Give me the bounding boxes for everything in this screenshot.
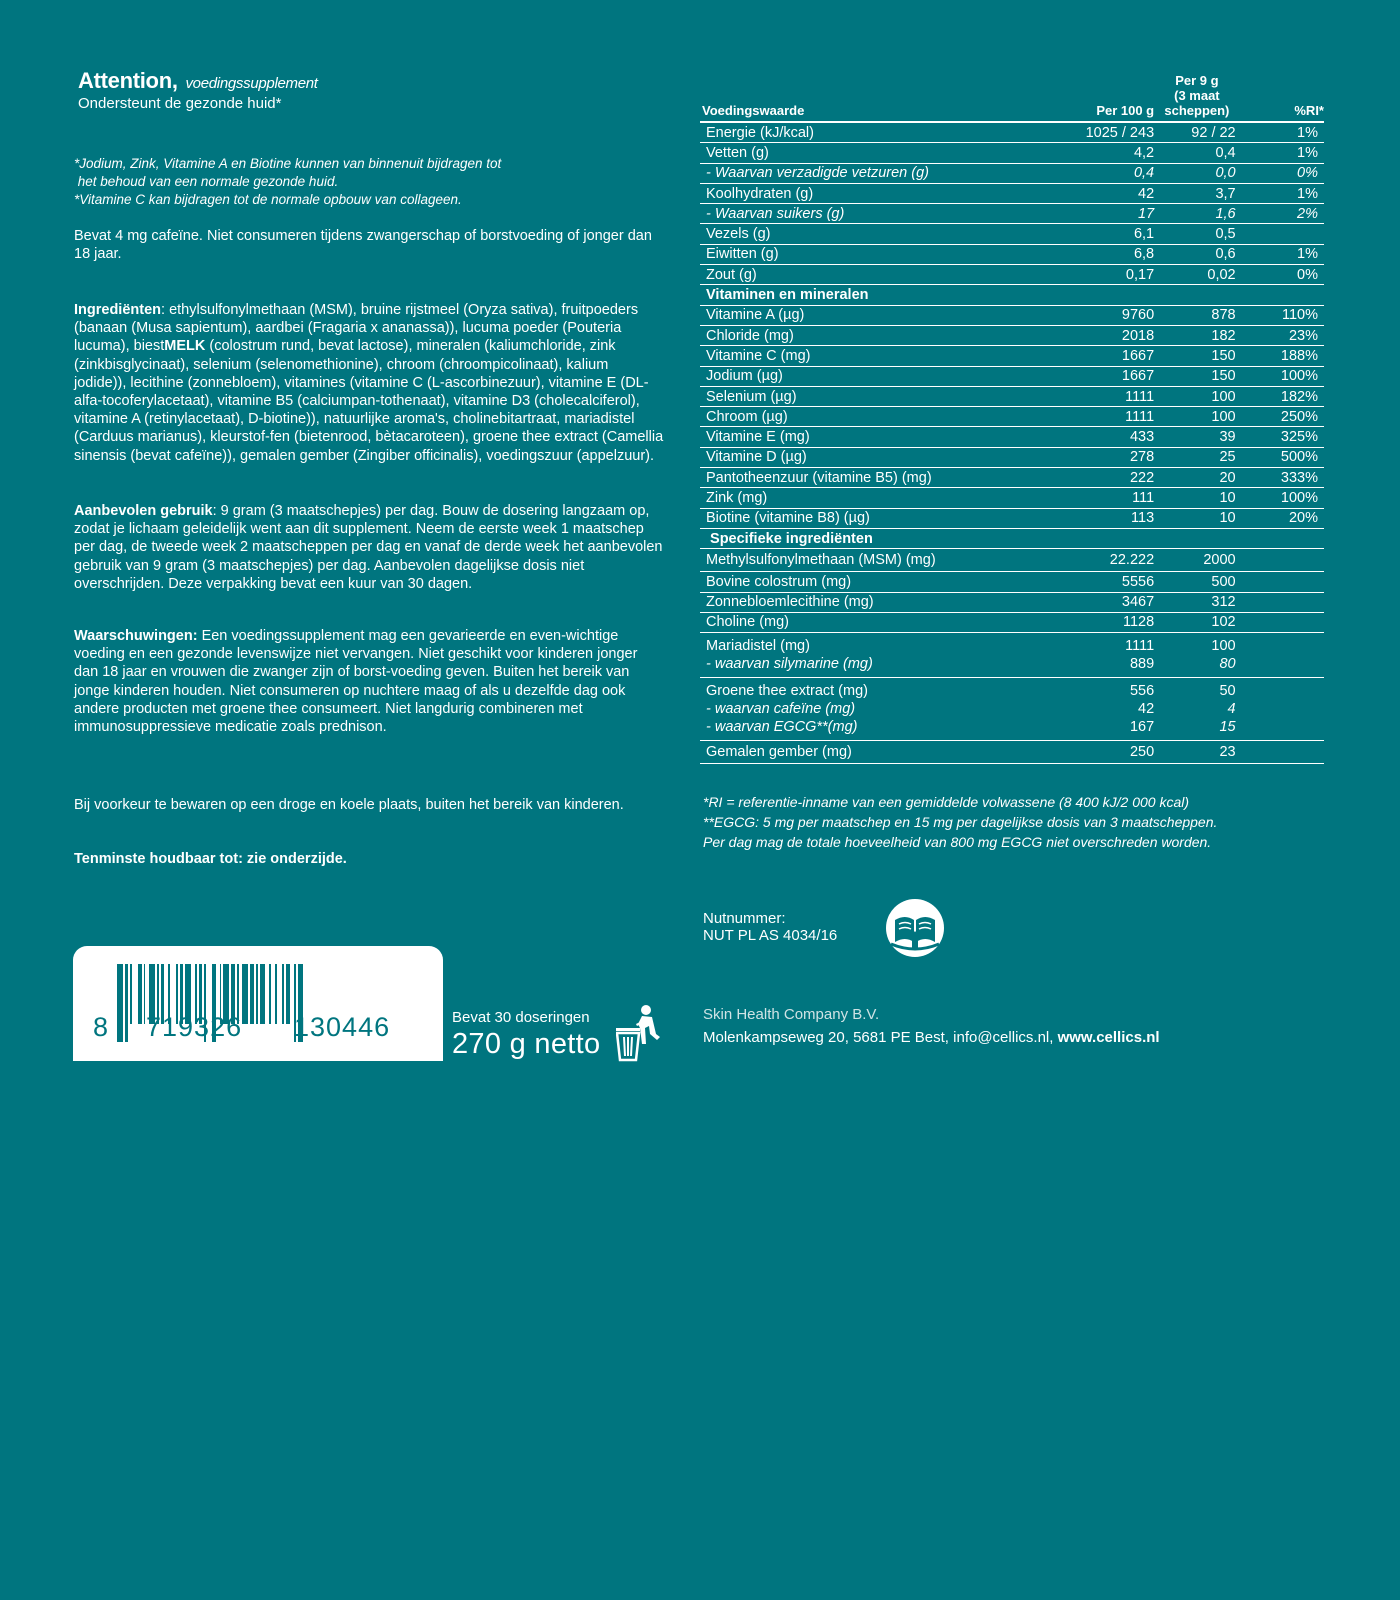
value-per-9g [1156, 285, 1237, 305]
mariadistel-per9 [1156, 633, 1237, 678]
greentea-v2: 50 [1219, 683, 1236, 700]
value-ri: 188% [1238, 346, 1324, 366]
caffeine-label: - waarvan cafeïne (mg) [706, 701, 856, 718]
mariadistel-v1: 1111 [1125, 638, 1155, 655]
ginger-per100: 250 [1055, 741, 1156, 764]
brand-name: Attention [78, 68, 172, 93]
table-header [700, 66, 1324, 122]
value-per-100g: 1111 [1055, 407, 1156, 427]
greentea-per100 [1055, 678, 1156, 741]
value-per-100g: 433 [1055, 427, 1156, 447]
caffeine-v2: 4 [1227, 701, 1236, 718]
table-row-greentea [700, 678, 1324, 741]
table-row [700, 122, 1324, 143]
nutrient-name: Koolhydraten (g) [700, 183, 1055, 203]
barcode-bar [138, 964, 142, 1024]
value-ri: 23% [1238, 325, 1324, 345]
table-row [700, 427, 1324, 447]
value-ri [1238, 592, 1324, 612]
claim-line-1: *Jodium, Zink, Vitamine A en Biotine kunnen van binnenuit bijdragen tot [74, 156, 502, 171]
caffeine-v1: 42 [1138, 701, 1155, 718]
nutrient-name: Zonnebloemlecithine (mg) [700, 592, 1055, 612]
warnings-text: Een voedingssupplement mag een gevarieerde en even-wichtige voeding en een gezonde levenswijze niet vervangen. Niet geschikt voor kinderen jonger dan 18 jaar en vrouwen die zwanger zijn of borst-voeding geven. Buiten het bereik van jonge kinderen houden. Niet consumeren op nuchtere maag of als u dezelfde dag ook andere producten met groene thee consumeert. Niet langdurig combineren met immunosuppressieve medicatie zoals prednison. [74, 628, 638, 736]
nutrient-name: Jodium (µg) [700, 366, 1055, 386]
table-row [700, 612, 1324, 632]
table-section-header [700, 285, 1324, 305]
best-before: Tenminste houdbaar tot: zie onderzijde. [74, 851, 347, 867]
warnings [74, 627, 664, 736]
value-per-100g: 42 [1055, 183, 1156, 203]
claim-line-2: het behoud van een normale gezonde huid. [74, 174, 339, 189]
value-per-100g: 6,8 [1055, 244, 1156, 264]
doses-count: Bevat 30 doseringen [452, 1009, 590, 1026]
note-ri: *RI = referentie-inname van een gemiddelde volwassene (8 400 kJ/2 000 kcal) [703, 794, 1190, 810]
table-notes [703, 792, 1217, 852]
nutrient-name: Zout (g) [700, 265, 1055, 285]
table-row [700, 265, 1324, 285]
value-ri: 100% [1238, 488, 1324, 508]
value-ri: 0% [1238, 265, 1324, 285]
value-ri: 333% [1238, 468, 1324, 488]
value-per-100g: 111 [1055, 488, 1156, 508]
value-per-9g: 10 [1156, 488, 1237, 508]
value-per-9g: 10 [1156, 508, 1237, 528]
table-row [700, 163, 1324, 183]
value-per-100g [1055, 528, 1156, 548]
nutrient-name: Energie (kJ/kcal) [700, 122, 1055, 143]
nutrient-name: Vitamine C (mg) [700, 346, 1055, 366]
value-per-9g: 100 [1156, 386, 1237, 406]
value-per-100g: 0,17 [1055, 265, 1156, 285]
value-ri: 0% [1238, 163, 1324, 183]
table-row [700, 447, 1324, 467]
nutrient-name: - Waarvan verzadigde vetzuren (g) [700, 163, 1055, 183]
value-per-100g: 1111 [1055, 386, 1156, 406]
value-per-9g: 0,5 [1156, 224, 1237, 244]
ingredients-text-a: : ethylsulfonylmethaan (MSM), bruine rijstmeel (Oryza sativa), fruitpoeders (banaan (Musa sapientum), aardbei (Fragaria x ananassa)), lucuma poeder (Pouteria lucuma), biest [74, 302, 639, 355]
value-ri: 250% [1238, 407, 1324, 427]
nutrient-name: Choline (mg) [700, 612, 1055, 632]
mariadistel-per100 [1055, 633, 1156, 678]
table-row [700, 204, 1324, 224]
value-per-100g: 1025 / 243 [1055, 122, 1156, 143]
nut-label: Nutnummer: [703, 910, 786, 927]
silymarine-v1: 889 [1129, 656, 1155, 673]
value-per-9g: 2000 [1156, 549, 1237, 572]
brand-title [78, 68, 318, 94]
nutrient-name: Pantotheenzuur (vitamine B5) (mg) [700, 468, 1055, 488]
value-ri [1238, 549, 1324, 572]
value-ri: 1% [1238, 143, 1324, 163]
nutrient-name: Vetten (g) [700, 143, 1055, 163]
value-per-9g: 150 [1156, 346, 1237, 366]
value-ri: 1% [1238, 183, 1324, 203]
header-per-9g-line3: scheppen) [1164, 103, 1230, 118]
barcode-bar [260, 964, 266, 1024]
header-per-100g: Per 100 g [1055, 66, 1156, 122]
table-row [700, 508, 1324, 528]
value-per-9g: 312 [1156, 592, 1237, 612]
nut-number [703, 910, 837, 944]
website-link[interactable]: www.cellics.nl [1057, 1029, 1160, 1046]
ginger-per9: 23 [1156, 741, 1237, 764]
value-per-9g: 39 [1156, 427, 1237, 447]
nutrient-name: Methylsulfonylmethaan (MSM) (mg) [700, 549, 1055, 572]
company-address [703, 1029, 1160, 1046]
value-per-100g: 0,4 [1055, 163, 1156, 183]
value-per-100g: 6,1 [1055, 224, 1156, 244]
value-ri [1238, 612, 1324, 632]
storage-instructions: Bij voorkeur te bewaren op een droge en koele plaats, buiten het bereik van kinderen. [74, 797, 624, 813]
greentea-label: Groene thee extract (mg) [706, 683, 868, 700]
egcg-v1: 167 [1129, 719, 1155, 736]
value-per-100g: 278 [1055, 447, 1156, 467]
header-per-9g-line2: (3 maat [1174, 88, 1220, 103]
egcg-v2: 15 [1219, 719, 1236, 736]
value-ri: 20% [1238, 508, 1324, 528]
table-row [700, 244, 1324, 264]
company-name: Skin Health Company B.V. [703, 1006, 880, 1023]
value-per-9g: 25 [1156, 447, 1237, 467]
value-ri [1238, 528, 1324, 548]
value-ri: 182% [1238, 386, 1324, 406]
nutrient-name: Eiwitten (g) [700, 244, 1055, 264]
barcode-bar [269, 964, 271, 1024]
table-row [700, 468, 1324, 488]
ginger-name: Gemalen gember (mg) [700, 741, 1055, 764]
barcode-bar [282, 964, 284, 1024]
value-per-9g: 1,6 [1156, 204, 1237, 224]
nutrient-name: - Waarvan suikers (g) [700, 204, 1055, 224]
table-section-header [700, 528, 1324, 548]
value-per-100g: 1128 [1055, 612, 1156, 632]
net-weight: 270 g netto [452, 1028, 601, 1060]
table-row [700, 224, 1324, 244]
value-ri: 325% [1238, 427, 1324, 447]
nutrient-name: Vitamine A (µg) [700, 305, 1055, 325]
nutrient-name: Selenium (µg) [700, 386, 1055, 406]
table-row [700, 183, 1324, 203]
table-row [700, 549, 1324, 572]
value-per-9g: 20 [1156, 468, 1237, 488]
tagline: Ondersteunt de gezonde huid* [78, 95, 282, 112]
silymarine-v2: 80 [1219, 656, 1236, 673]
table-row [700, 572, 1324, 592]
table-row [700, 366, 1324, 386]
value-ri: 2% [1238, 204, 1324, 224]
value-per-9g: 500 [1156, 572, 1237, 592]
value-per-100g: 5556 [1055, 572, 1156, 592]
address-text: Molenkampseweg 20, 5681 PE Best, info@cellics.nl, [703, 1029, 1054, 1046]
usage-label: Aanbevolen gebruik [74, 503, 213, 519]
barcode-bar [130, 964, 132, 1024]
greentea-name [700, 678, 1055, 741]
recommended-use [74, 502, 664, 593]
barcode-bar [250, 964, 254, 1024]
health-claims [74, 155, 634, 209]
egcg-label: - waarvan EGCG**(mg) [706, 719, 858, 736]
silymarine-label: - waarvan silymarine (mg) [706, 656, 873, 673]
value-ri [1238, 224, 1324, 244]
table-row [700, 325, 1324, 345]
nutrient-name: Vitaminen en mineralen [700, 285, 1055, 305]
nutrient-name: Vezels (g) [700, 224, 1055, 244]
value-per-100g: 222 [1055, 468, 1156, 488]
value-per-100g: 1667 [1055, 366, 1156, 386]
nutrient-name: Specifieke ingrediënten [700, 528, 1055, 548]
brand-subtitle: voedingssupplement [185, 75, 318, 92]
header-ri: %RI* [1238, 66, 1324, 122]
table-row [700, 488, 1324, 508]
usage-text: : 9 gram (3 maatschepjes) per dag. Bouw de dosering langzaam op, zodat je lichaam geleidelijk went aan dit supplement. Neem de eerste week 1 maatschep per dag, de tweede week 2 maatscheppen per dag en vanaf de derde week het aanbevolen gebruik van 9 gram (3 maatschepjes) per dag. Aanbevolen dagelijkse dosis niet overschrijden. Deze verpakking bevat een kuur van 30 dagen. [74, 503, 663, 592]
value-per-100g [1055, 285, 1156, 305]
nutrient-name: Vitamine D (µg) [700, 447, 1055, 467]
claim-line-3: *Vitamine C kan bijdragen tot de normale opbouw van collageen. [74, 192, 462, 207]
brand-comma: , [171, 68, 178, 93]
table-row [700, 407, 1324, 427]
nutrient-name: Zink (mg) [700, 488, 1055, 508]
nutrient-name: Biotine (vitamine B8) (µg) [700, 508, 1055, 528]
value-per-9g: 0,6 [1156, 244, 1237, 264]
value-ri [1238, 285, 1324, 305]
value-per-100g: 1667 [1055, 346, 1156, 366]
barcode-digits-left: 719326 [146, 1012, 243, 1042]
value-per-9g: 0,4 [1156, 143, 1237, 163]
table-row [700, 346, 1324, 366]
barcode-bar [286, 964, 290, 1024]
value-ri: 100% [1238, 366, 1324, 386]
value-ri: 110% [1238, 305, 1324, 325]
value-per-100g: 4,2 [1055, 143, 1156, 163]
caffeine-warning: Bevat 4 mg cafeïne. Niet consumeren tijdens zwangerschap of borstvoeding of jonger dan 18 jaar. [74, 228, 652, 263]
barcode-bar [125, 964, 129, 1042]
mariadistel-name [700, 633, 1055, 678]
value-per-9g: 150 [1156, 366, 1237, 386]
value-per-9g: 92 / 22 [1156, 122, 1237, 143]
nutrient-name: Bovine colostrum (mg) [700, 572, 1055, 592]
value-ri [1238, 572, 1324, 592]
barcode-digits-right: 130446 [294, 1012, 391, 1042]
nut-emblem-icon [885, 898, 945, 958]
value-per-100g: 113 [1055, 508, 1156, 528]
table-row-mariadistel [700, 633, 1324, 678]
table-row [700, 592, 1324, 612]
value-per-9g: 0,02 [1156, 265, 1237, 285]
table-row [700, 386, 1324, 406]
greentea-v1: 556 [1129, 683, 1155, 700]
table-row-ginger [700, 741, 1324, 764]
value-per-9g [1156, 528, 1237, 548]
value-per-100g: 17 [1055, 204, 1156, 224]
barcode-bar [275, 964, 277, 1024]
value-per-9g: 182 [1156, 325, 1237, 345]
nut-value: NUT PL AS 4034/16 [703, 927, 838, 944]
barcode-bar [242, 964, 248, 1024]
mariadistel-v2: 100 [1211, 638, 1236, 655]
header-per-9g [1156, 66, 1237, 122]
ingredients-text-b: (colostrum rund, bevat lactose), mineralen (kaliumchloride, zink (zinkbisglycinaat), selenium (selenomethionine), chroom (chroompicolinaat), kalium jodide)), lecithine (zonnebloem), vitamines (vitamine C (L-ascorbinezuur), vitamine E (DL-alfa-tocoferylacetaat), vitamine B5 (calciumpan-tothenaat), vitamine D3 (cholecalciferol), vitamine A (retinylacetaat), D-biotine)), natuurlijke aroma's, cholinebitartraat, mariadistel (Carduus marianus), kleurstof-fen (bietenrood, bètacaroteen), groene thee extract (Camellia sinensis (bevat cafeïne)), gemalen gember (Zingiber officinalis), voedingszuur (appelzuur). [74, 338, 664, 464]
value-ri: 1% [1238, 122, 1324, 143]
nutrient-name: Vitamine E (mg) [700, 427, 1055, 447]
ginger-ri [1238, 741, 1324, 764]
barcode-bar [117, 964, 123, 1042]
nutrient-name: Chroom (µg) [700, 407, 1055, 427]
value-per-100g: 22.222 [1055, 549, 1156, 572]
mariadistel-label: Mariadistel (mg) [706, 638, 810, 655]
note-egcg: **EGCG: 5 mg per maatschep en 15 mg per dagelijkse dosis van 3 maatscheppen. [703, 814, 1218, 830]
value-ri: 500% [1238, 447, 1324, 467]
header-nutrition: Voedingswaarde [700, 66, 1055, 122]
barcode [73, 946, 443, 1061]
header-per-9g-line1: Per 9 g [1175, 73, 1219, 88]
ingredients-label: Ingrediënten [74, 302, 162, 318]
value-per-100g: 2018 [1055, 325, 1156, 345]
value-per-9g: 3,7 [1156, 183, 1237, 203]
value-per-9g: 0,0 [1156, 163, 1237, 183]
mariadistel-ri [1238, 633, 1324, 678]
greentea-per9 [1156, 678, 1237, 741]
table-row [700, 305, 1324, 325]
value-per-9g: 102 [1156, 612, 1237, 632]
value-per-100g: 9760 [1055, 305, 1156, 325]
ingredients-allergen: MELK [164, 338, 206, 355]
value-per-100g: 3467 [1055, 592, 1156, 612]
nutrient-name: Chloride (mg) [700, 325, 1055, 345]
warnings-label: Waarschuwingen: [74, 628, 198, 644]
table-row [700, 143, 1324, 163]
trash-bin-icon [616, 1004, 660, 1062]
note-limit: Per dag mag de totale hoeveelheid van 800 mg EGCG niet overschreden worden. [703, 834, 1212, 850]
nutrition-table [700, 66, 1330, 764]
value-per-9g: 100 [1156, 407, 1237, 427]
value-ri: 1% [1238, 244, 1324, 264]
barcode-bar [256, 964, 258, 1024]
ingredients [74, 301, 664, 465]
greentea-ri [1238, 678, 1324, 741]
value-per-9g: 878 [1156, 305, 1237, 325]
barcode-digit-first: 8 [93, 1012, 110, 1042]
